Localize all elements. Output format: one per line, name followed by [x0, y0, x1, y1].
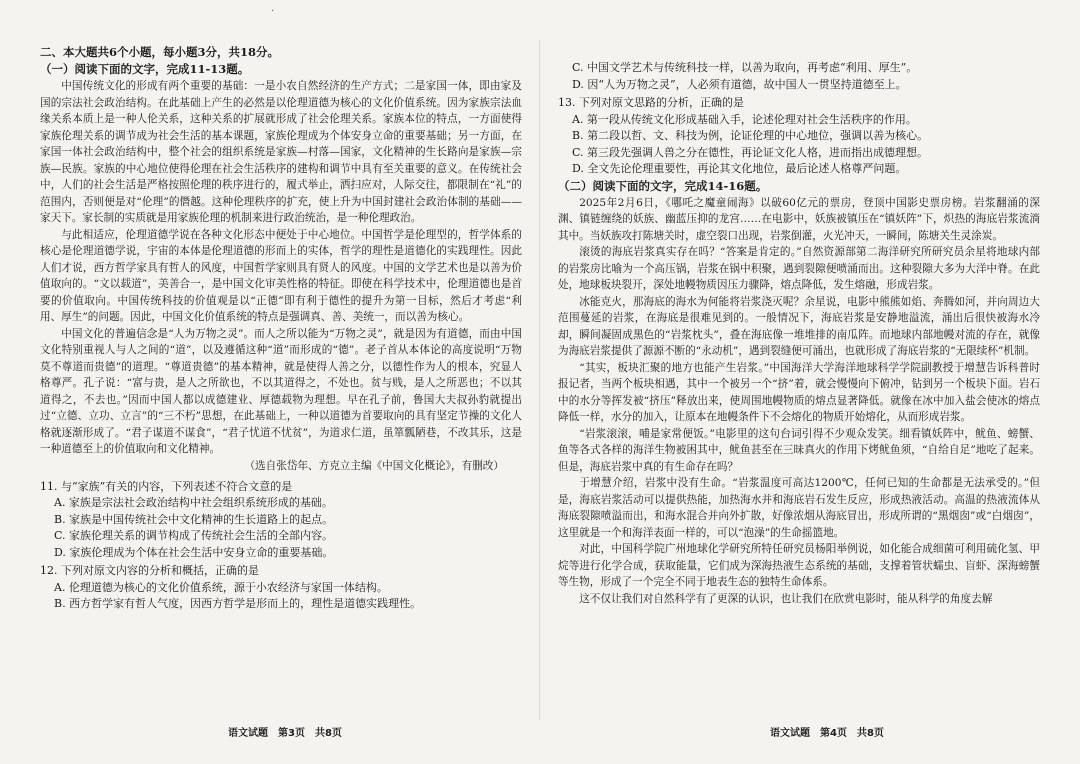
left-column [40, 44, 522, 613]
passage-paragraph: 2025年2月6日，《哪吒之魔童闹海》以破60亿元的票房，登顶中国影史票房榜。岩浆翻涌的深渊、镇链缠绕的妖族、幽蓝压抑的龙宫……在电影中，妖族被镇压在“镇妖阵”下，炽热的海底岩浆流淌其中。当妖族攻打陈塘关时，虚空裂口出现，岩浆倒灌，火光冲天，一瞬间，陈塘关生灵涂炭。 [558, 196, 1040, 242]
question-12-stem: 12. 下列对原文内容的分析和概括，正确的是 [40, 564, 259, 577]
passage-paragraph: “岩浆滚滚，哺是家常便饭。”电影里的这句台词引得不少观众发笑。细看镇妖阵中，鱿鱼、螃蟹、鱼等各式各样的海洋生物被困其中，鱿鱼甚至在三昧真火的作用下烤鱿鱼须，“自给自足”地吃了起来。但是，海底岩浆中真的有生命存在吗？ [558, 427, 1040, 473]
passage-paragraph: 与此相适应，伦理道德学说在各种文化形态中便处于中心地位。中国哲学是伦理型的，哲学体系的核心是伦理道德学说，宇宙的本体是伦理道德的形而上的实体，哲学的理性是道德化的实践理性。因此人们才说，西方哲学家具有哲人的风度，中国哲学家则具有贤人的风度。中国的文学艺术也是以善为价值取向的。“文以载道”，美善合一，是中国文化审美性格的特征。即使在科学技术中，伦理道德也是首要的价值取向。中国传统科技的价值观是以“正德”即有利于德性的提升为第一目标，然后才考虑“利用、厚生”的问题。因此，中国文化价值系统的特点是强调真、善、美统一，而以善为核心。 [40, 228, 522, 323]
question-11-option-d: D. 家族伦理成为个体在社会生活中安身立命的重要基础。 [54, 545, 334, 559]
page-footer-right: 语文试题 第4页 共8页 [770, 728, 884, 739]
page-footer-left: 语文试题 第3页 共8页 [228, 728, 342, 739]
question-13-option-c: C. 第三段先强调人兽之分在德性，再论证文化人格，进而指出成德理想。 [572, 145, 929, 159]
passage-paragraph: “其实，板块汇聚的地方也能产生岩浆。”中国海洋大学海洋地球科学学院副教授于增慧告诉科普时报记者，当两个板块相遇，其中一个被另一个“挤”着，就会慢慢向下俯冲，钻到另一个板块下面。岩石中的水分等挥发被“挤压”释放出来，使周围地幔物质的熔点显著降低。就像在冰中加入盐会使冰的熔点降低一样，水分的加入，让原本在地幔条件下不会熔化的物质开始熔化，从而形成岩浆。 [558, 361, 1040, 423]
question-13-option-b: B. 第二段以哲、文、科技为例，论证伦理的中心地位，强调以善为核心。 [572, 129, 929, 142]
question-12-option-a: A. 伦理道德为核心的文化价值系统，源于小农经济与家国一体结构。 [54, 580, 388, 594]
section-title: 二、本大题共6个小题，每小题3分，共18分。 [40, 45, 280, 59]
passage-paragraph: 中国文化的普遍信念是“人为万物之灵”。而人之所以能为“万物之灵”，就是因为有道德，而由中国文化特别重视人与人之间的“道”，以及遵循这种“道”而形成的“德”。老子首从本体论的高度说明“万物莫不尊道而贵德”的道理。“尊道贵德”的基本精神，就是使得人善之分，以德性作为人的根本，究显人格尊严。孔子说：“富与贵，是人之所欲也，不以其道得之，不处也。贫与贱，是人之所恶也；不以其道得之，不去也。”因而中国人都以成德建业、厚德载物为理想。早在孔子前，鲁国大夫叔孙豹就提出过“立德、立功、立言”的“三不朽”思想，在此基础上，一种以道德为首要取向的具有坚定节操的文化人格就逐渐形成了。“君子谋道不谋食”，“君子忧道不忧贫”，为道求仁道，虽箪瓢陋巷，不改其乐，这是一种道德至上的价值取向和文化精神。 [40, 327, 522, 455]
right-page [540, 0, 1080, 764]
question-13-option-d: D. 全文先论伦理重要性，再论其文化地位，最后论述人格尊严问题。 [572, 162, 907, 175]
passage-paragraph: 滚烫的海底岩浆真实存在吗？“答案是肯定的。”自然资源部第二海洋研究所研究员余星将地球内部的岩浆房比喻为一个高压锅，岩浆在锅中积聚，遇到裂隙便喷涌而出。这种裂隙大多为大洋中脊。在此处，地球板块裂开，深处地幔物质因压力骤降，熔点降低，发生熔融，形成岩浆。 [558, 246, 1040, 291]
question-12-option-d: D. 因“人为万物之灵”，人必须有道德，故中国人一贯坚持道德至上。 [572, 77, 907, 91]
reading-subtitle-1: （一）阅读下面的文字，完成11-13题。 [40, 62, 250, 76]
question-11-option-c: C. 家族伦理关系的调节构成了传统社会生活的全部内容。 [54, 529, 334, 542]
reading-subtitle-2: （二）阅读下面的文字，完成14-16题。 [558, 178, 768, 193]
right-column [558, 60, 1040, 607]
passage-paragraph: 于增慧介绍，岩浆中没有生命。“岩浆温度可高达1200℃，任何已知的生命都是无法承受的。”但是，海底岩浆活动可以提供热能，加热海水并和海底岩石发生反应，形成热液活动。高温的热液流体从海底裂隙喷溢而出，和海水混合并向外扩散，好像浓烟从海底冒出，形成所谓的“黑烟囱”或“白烟囱”，这里就是一个和海洋表面一样的，可以“泡澡”的生命摇篮地。 [558, 477, 1040, 539]
question-11-stem: 11. 与“家族”有关的内容，下列表述不符合文意的是 [40, 479, 293, 493]
passage-paragraph: 对此，中国科学院广州地球化学研究所特任研究员杨阳举例说，如化能合成细菌可利用硫化氢、甲烷等进行化学合成，获取能量，它们成为深海热液生态系统的基础，支撑着管状蠕虫、盲虾、深海螃蟹等生物，形成了一个完全不同于地表生态的独特生命体系。 [558, 543, 1040, 588]
question-11-option-a: A. 家族是宗法社会政治结构中社会组织系统形成的基础。 [54, 496, 333, 509]
question-12-option-b: B. 西方哲学家有哲人气度，因西方哲学是形而上的，理性是道德实践理性。 [54, 597, 422, 610]
page-mark: · [271, 6, 275, 17]
passage-paragraph: 冰能克火，那海底的海水为何能将岩浆浇灭呢？余星说，电影中熊熊如焰、奔腾如河，并向周边大范围蔓延的岩浆，在海底是很难见到的。一般情况下，海底岩浆是安静地溢流，涌出后很快被海水冷却，瞬间凝固成黑色的“岩浆枕头”，叠在海底像一堆堆排的南瓜阵。而地球内部地幔对流的存在，就像为海底岩浆提供了源源不断的“永动机”，遇到裂缝便可涌出，也就形成了海底岩浆的“无限续杯”机制。 [558, 295, 1040, 357]
question-13-stem: 13. 下列对原文思路的分析，正确的是 [558, 96, 744, 109]
passage-source: （选自张岱年、方克立主编《中国文化概论》，有删改） [244, 459, 504, 472]
question-13-option-a: A. 第一段从传统文化形成基础入手，论述伦理对社会生活秩序的作用。 [572, 112, 917, 126]
passage-paragraph: 中国传统文化的形成有两个重要的基础：一是小农自然经济的生产方式；二是家国一体，即由家及国的宗法社会政治结构。在此基础上产生的必然是以伦理道德为核心的文化价值系统。因为家族宗法血缘关系本质上是一种人伦关系，这种关系的扩展就形成了社会伦理关系。家族本位的特点，一方面使得家族伦理关系的调节成为社会生活的基本课题，家族伦理成为个体安身立命的重要基础；另一方面，在家国一体社会政治结构中，整个社会的组织系统是家族—村落—国家，文化精神的生长路向是家族—宗族—民族。家族的中心地位使得伦理在社会生活秩序的建构和调节中具有至关重要的意义。在传统社会中，人们的社会生活是严格按照伦理的秩序进行的，履式举止，洒扫应对，人际交往，都限制在“礼”的范围内，否则便是对“伦理”的僭越。这种伦理秩序的扩充，使上升为中国封建社会政治体制的基础——家天下。家长制的实质就是用家族伦理的机制来进行政治统治，是一种伦理政治。 [40, 80, 522, 224]
question-12-option-c: C. 中国文学艺术与传统科技一样，以善为取向，再考虑“利用、厚生”。 [572, 61, 918, 74]
question-11-option-b: B. 家族是中国传统社会中文化精神的生长道路上的起点。 [54, 512, 334, 526]
passage-paragraph: 这不仅让我们对自然科学有了更深的认识，也让我们在欣赏电影时，能从科学的角度去解 [579, 592, 993, 605]
